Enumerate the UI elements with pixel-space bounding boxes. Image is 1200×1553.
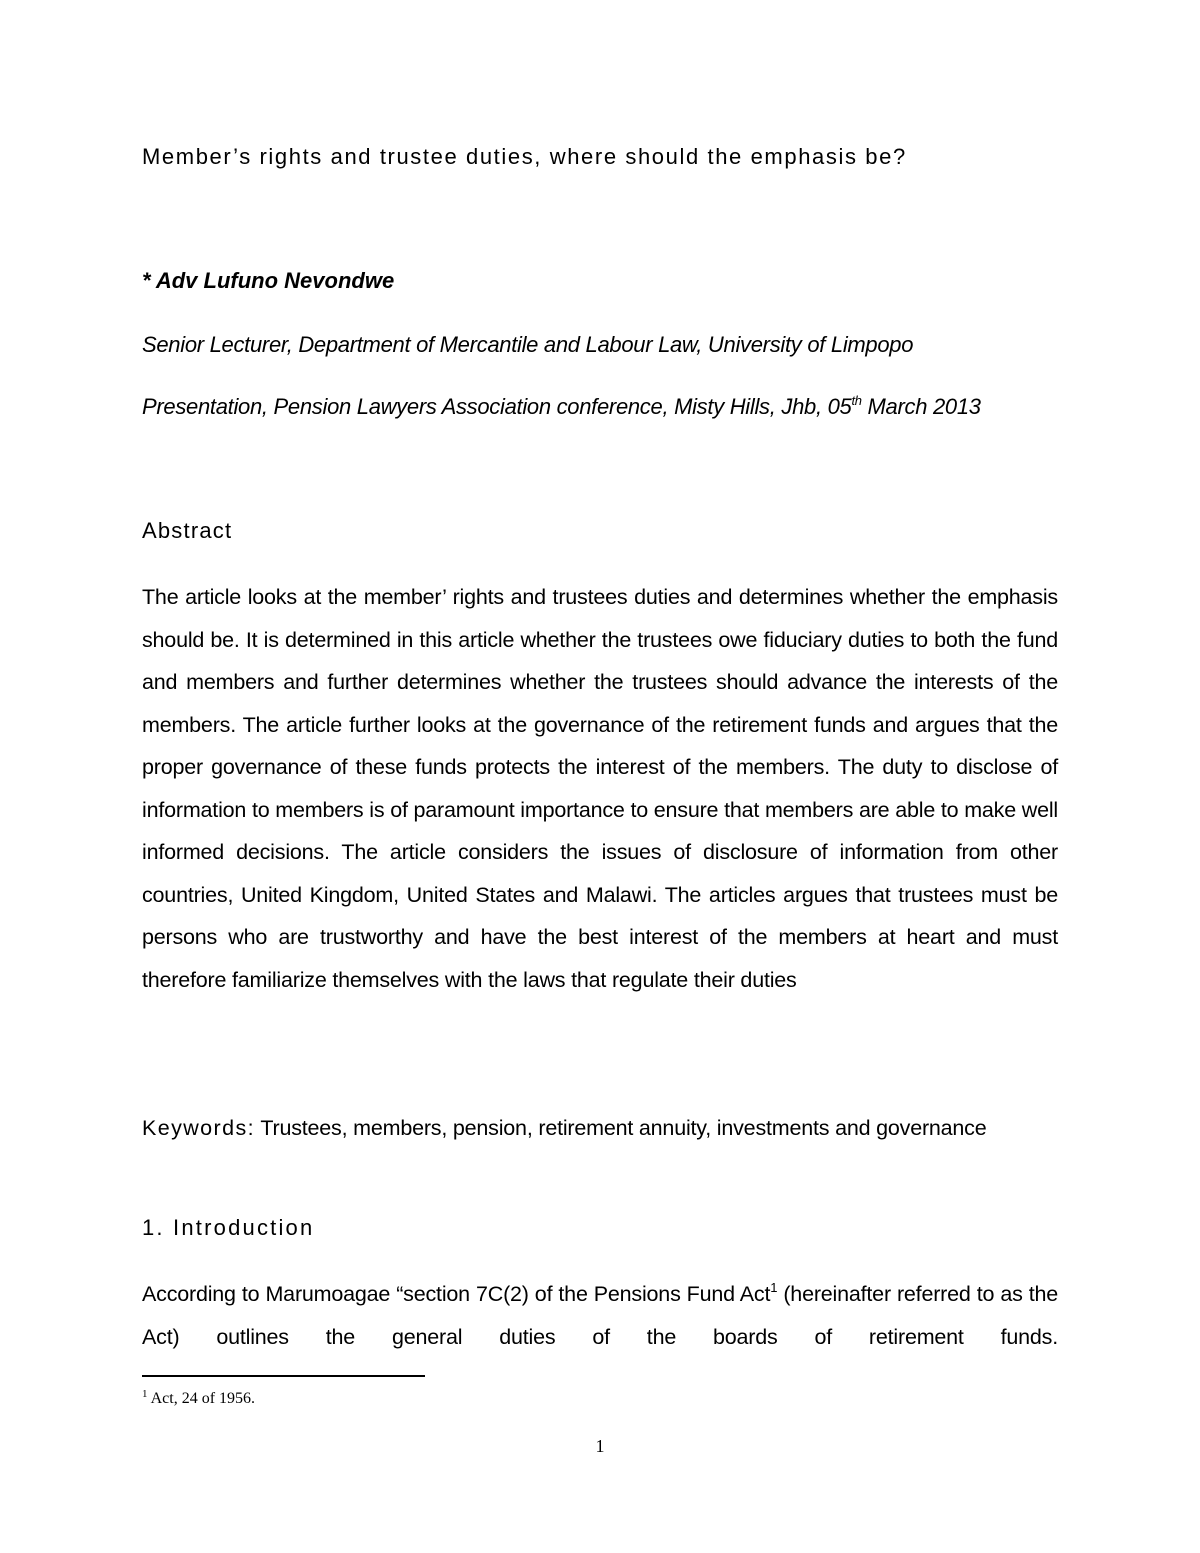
section-heading-introduction: 1. Introduction bbox=[142, 1215, 315, 1240]
article-title: Member’s rights and trustee duties, where should the emphasis be? bbox=[142, 144, 907, 169]
presentation-text: Presentation, Pension Lawyers Association conference, Misty Hills, Jhb, 05 bbox=[142, 394, 852, 419]
presentation-date-tail: March 2013 bbox=[861, 394, 981, 419]
introduction-text-end: (hereinafter referred to as the Act) outlines the general duties of the boards of retirement funds. bbox=[142, 1282, 1058, 1349]
introduction-paragraph bbox=[142, 1273, 1058, 1358]
footnote-reference[interactable]: 1 bbox=[770, 1280, 778, 1295]
footnote-marker: 1 bbox=[142, 1388, 148, 1400]
keywords-label: Keywords: bbox=[142, 1116, 255, 1140]
keywords-list: Trustees, members, pension, retirement annuity, investments and governance bbox=[254, 1116, 987, 1140]
footnote bbox=[142, 1388, 255, 1410]
ordinal-suffix: th bbox=[851, 393, 862, 408]
author-affiliation: Senior Lecturer, Department of Mercantile and Labour Law, University of Limpopo bbox=[142, 332, 914, 357]
author-name: * Adv Lufuno Nevondwe bbox=[142, 268, 395, 293]
page-number: 1 bbox=[595, 1436, 605, 1456]
abstract-heading: Abstract bbox=[142, 518, 233, 543]
footnote-divider bbox=[142, 1375, 425, 1377]
footnote-text: Act, 24 of 1956. bbox=[147, 1390, 256, 1407]
presentation-line bbox=[142, 392, 981, 422]
abstract-body: The article looks at the member’ rights and trustees duties and determines whether the emphasis should be. It is determined in this article whether the trustees owe fiduciary duties to both the fund and members and further determines whether the trustees should advance the interests of the members. The article further looks at the governance of the retirement funds and argues that the proper governance of these funds protects the interest of the members. The duty to disclose of information to members is of paramount importance to ensure that members are able to make well informed decisions. The article considers the issues of disclosure of information from other countries, United Kingdom, United States and Malawi. The articles argues that trustees must be persons who are trustworthy and have the best interest of the members at heart and must therefore familiarize themselves with the laws that regulate their duties bbox=[142, 585, 1058, 992]
keywords-paragraph bbox=[142, 1107, 1058, 1150]
introduction-text-start: According to Marumoagae “section 7C(2) of the Pensions Fund Act bbox=[142, 1282, 771, 1306]
